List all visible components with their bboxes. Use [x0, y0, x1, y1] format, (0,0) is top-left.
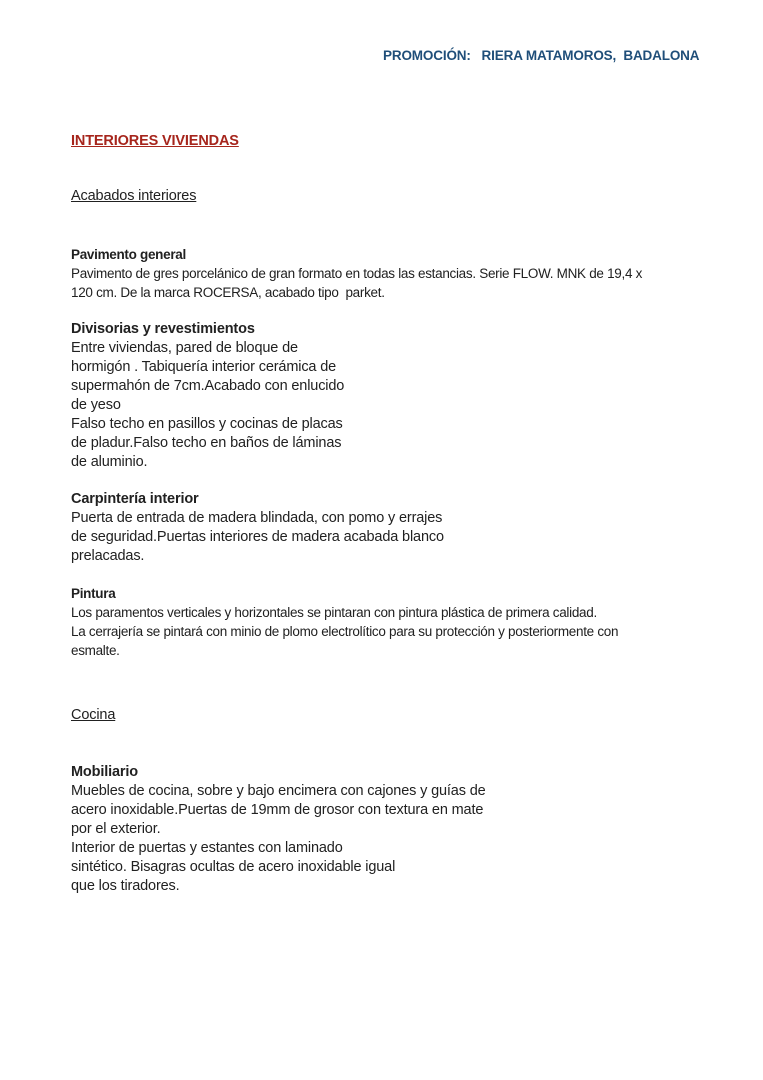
paragraph-line: La cerrajería se pintará con minio de plomo electrolítico para su protección y posteriormente con [71, 624, 619, 639]
section-pintura [71, 584, 618, 660]
promotion-header: PROMOCIÓN: RIERA MATAMOROS, BADALONA [383, 48, 700, 63]
paragraph-line: Pavimento de gres porcelánico de gran formato en todas las estancias. Serie FLOW. MNK de 19,4 x [71, 266, 643, 281]
paragraph-line: prelacadas. [71, 548, 145, 564]
section-pavimento-general [71, 245, 642, 302]
section-title-pavimento: Pavimento general [71, 247, 186, 262]
paragraph-line: Interior de puertas y estantes con laminado [71, 840, 343, 856]
paragraph-line: Muebles de cocina, sobre y bajo encimera con cajones y guías de [71, 783, 486, 799]
paragraph-line: de yeso [71, 397, 121, 413]
section-title-divisorias: Divisorias y revestimientos [71, 321, 255, 337]
section-title-pintura: Pintura [71, 586, 116, 601]
paragraph-line: de pladur.Falso techo en baños de láminas [71, 435, 342, 451]
paragraph-line: Los paramentos verticales y horizontales se pintaran con pintura plástica de primera calidad. [71, 605, 597, 620]
paragraph-line: Falso techo en pasillos y cocinas de placas [71, 416, 343, 432]
paragraph-line: esmalte. [71, 643, 120, 658]
paragraph-line: hormigón . Tabiquería interior cerámica de [71, 359, 337, 375]
paragraph-line: de aluminio. [71, 454, 148, 470]
main-title: INTERIORES VIVIENDAS [71, 133, 239, 149]
paragraph-line: de seguridad.Puertas interiores de madera acabada blanco [71, 529, 444, 545]
section-title-mobiliario: Mobiliario [71, 764, 138, 780]
paragraph-line: que los tiradores. [71, 878, 180, 894]
paragraph-line: por el exterior. [71, 821, 161, 837]
section-carpinteria-interior [71, 490, 444, 566]
paragraph-line: 120 cm. De la marca ROCERSA, acabado tipo parket. [71, 285, 385, 300]
section-mobiliario [71, 763, 486, 896]
paragraph-line: sintético. Bisagras ocultas de acero inoxidable igual [71, 859, 396, 875]
paragraph-line: supermahón de 7cm.Acabado con enlucido [71, 378, 345, 394]
paragraph-line: Entre viviendas, pared de bloque de [71, 340, 298, 356]
paragraph-line: Puerta de entrada de madera blindada, con pomo y errajes [71, 510, 443, 526]
subtitle-cocina: Cocina [71, 707, 116, 723]
subtitle-acabados-interiores: Acabados interiores [71, 188, 197, 204]
section-divisorias-revestimientos [71, 320, 344, 472]
section-title-carpinteria: Carpintería interior [71, 491, 199, 507]
paragraph-line: acero inoxidable.Puertas de 19mm de grosor con textura en mate [71, 802, 484, 818]
